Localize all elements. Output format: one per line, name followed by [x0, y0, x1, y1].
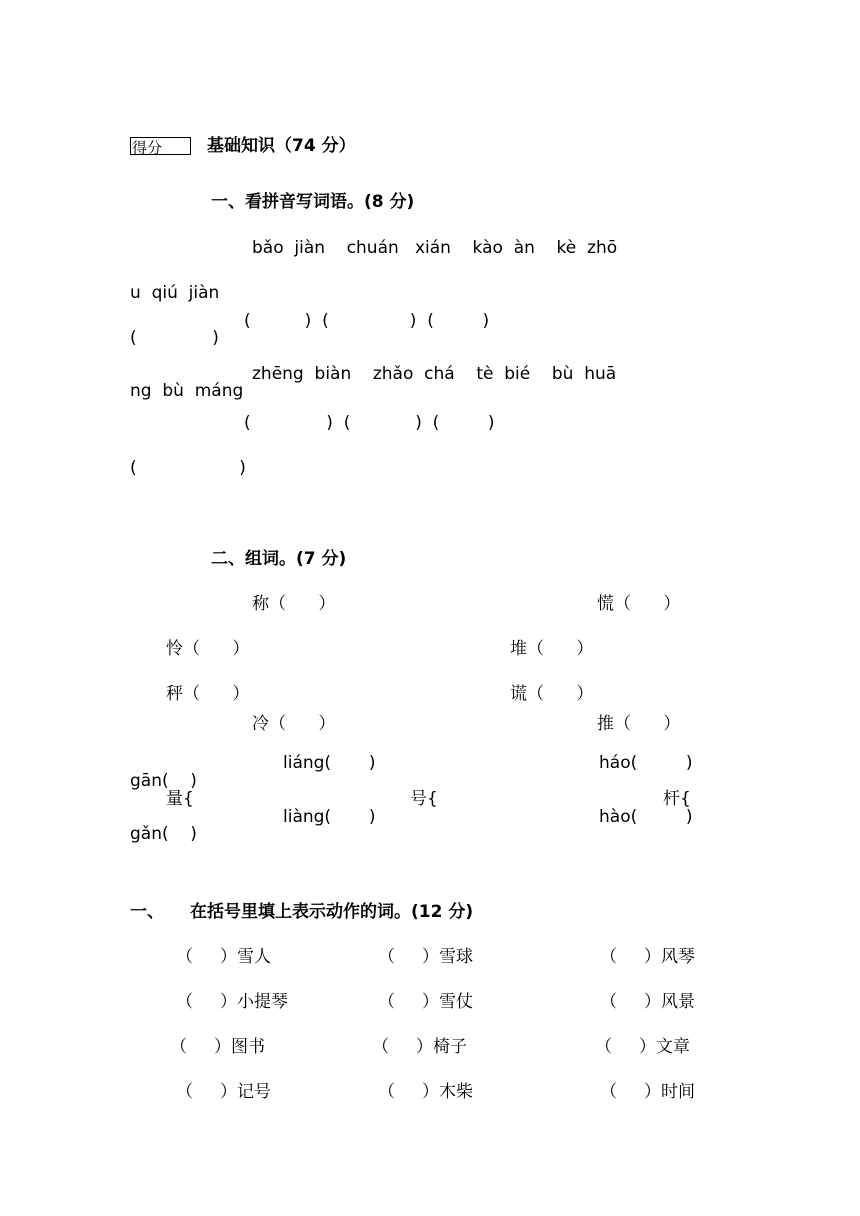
q1-pinyin-row2-wrap: ng bù máng [130, 381, 244, 401]
q3-item: （ ）风景 [600, 992, 696, 1012]
q3-item: （ ）雪人 [176, 947, 272, 967]
poly-gan-2: gǎn( ) [130, 824, 197, 844]
q1-answer-bracket-row2-last: ( ) [130, 458, 246, 478]
q3-item: （ ）文章 [595, 1037, 691, 1057]
score-label: 得分 [132, 139, 163, 157]
q2-item: 谎（ ） [510, 684, 594, 704]
poly-char-liang: 量{ [166, 789, 194, 809]
q2-title: 二、组词。(7 分) [211, 549, 347, 569]
poly-char-gan: 杆{ [663, 789, 691, 809]
poly-liang-2: liàng( ) [283, 807, 376, 827]
poly-char-hao: 号{ [410, 789, 438, 809]
q2-item: 秤（ ） [166, 684, 250, 704]
q3-item: （ ）雪球 [378, 947, 474, 967]
poly-liang-1: liáng( ) [283, 753, 376, 773]
q3-item: （ ）时间 [600, 1082, 696, 1102]
q1-answer-brackets-row2: ( ) ( ) ( ) [244, 413, 495, 433]
q3-item: （ ）记号 [176, 1082, 272, 1102]
q3-item: （ ）雪仗 [378, 992, 474, 1012]
q3-item: （ ）风琴 [600, 947, 696, 967]
q3-item: （ ）椅子 [372, 1037, 468, 1057]
q3-item: （ ）木柴 [378, 1082, 474, 1102]
q2-item: 堆（ ） [510, 639, 594, 659]
poly-hao-2: hào( ) [599, 807, 693, 827]
q1-pinyin-row1-wrap: u qiú jiàn [130, 283, 220, 303]
q2-item: 怜（ ） [166, 639, 250, 659]
q1-pinyin-row2: zhēng biàn zhǎo chá tè bié bù huā [252, 364, 617, 384]
section-title: 基础知识（74 分） [207, 136, 356, 156]
poly-hao-1: háo( ) [599, 753, 693, 773]
q1-answer-brackets-row1: ( ) ( ) ( ) [244, 311, 490, 331]
q2-item: 冷（ ） [252, 714, 336, 734]
q2-item: 称（ ） [252, 594, 336, 614]
q2-item: 慌（ ） [597, 594, 681, 614]
q1-title: 一、看拼音写词语。(8 分) [211, 192, 415, 212]
q3-item: （ ）小提琴 [176, 992, 289, 1012]
score-box [130, 137, 191, 155]
q3-item: （ ）图书 [170, 1037, 266, 1057]
q1-pinyin-row1: bǎo jiàn chuán xián kào àn kè zhō [252, 238, 618, 258]
q3-number: 一、 [130, 902, 164, 922]
q3-title: 在括号里填上表示动作的词。(12 分) [190, 902, 474, 922]
poly-gan-1: gān( ) [130, 771, 197, 791]
q1-answer-bracket-row1-last: ( ) [130, 328, 219, 348]
q2-item: 推（ ） [597, 714, 681, 734]
